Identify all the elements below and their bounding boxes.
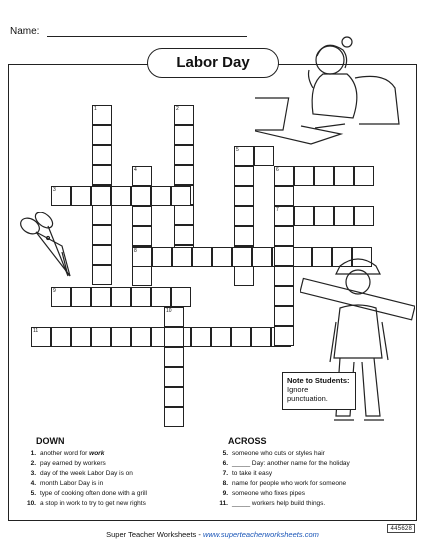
across-clue [214,460,350,467]
across-clue [214,500,325,507]
down-clue [22,470,133,477]
crossword-cell[interactable] [174,225,194,245]
footer-url-link[interactable]: www.superteacherworksheets.com [202,530,319,539]
footer [0,530,425,539]
crossword-cell[interactable] [131,327,151,347]
crossword-cell[interactable] [132,166,152,186]
crossword-cell[interactable] [92,265,112,285]
crossword-cell[interactable] [234,266,254,286]
down-heading: DOWN [36,436,65,446]
clue-number: 7 [276,207,279,213]
crossword-cell[interactable] [92,165,112,185]
crossword-cell[interactable] [314,166,334,186]
crossword-cell[interactable] [174,145,194,165]
clue-text: day of the week Labor Day is on [40,470,133,477]
crossword-cell[interactable] [92,225,112,245]
across-clue [214,480,346,487]
clue-number: 9 [53,288,56,294]
crossword-cell[interactable] [174,125,194,145]
note-to-students [282,372,356,410]
crossword-cell[interactable] [71,287,91,307]
clue-number: 3 [53,187,56,193]
down-clue [22,480,103,487]
crossword-cell[interactable] [172,247,192,267]
crossword-cell[interactable] [51,287,71,307]
clue-text: a stop in work to try to get new rights [40,500,146,507]
crossword-cell[interactable] [274,266,294,286]
across-heading: ACROSS [228,436,267,446]
clue-number: 2 [176,106,179,112]
crossword-cell[interactable] [164,407,184,427]
crossword-cell[interactable] [252,247,272,267]
crossword-cell[interactable] [274,306,294,326]
crossword-cell[interactable] [274,206,294,226]
clue-text: another word for [40,450,90,457]
clue-index: 10. [26,500,36,507]
crossword-cell[interactable] [92,205,112,225]
clue-text: name for people who work for someone [232,480,347,487]
crossword-cell[interactable] [174,205,194,225]
footer-prefix: Super Teacher Worksheets - [106,530,203,539]
clue-text: _____ workers help build things. [232,500,326,507]
down-clue [22,500,146,507]
crossword-cell[interactable] [251,327,271,347]
clue-emphasis: work [89,450,105,457]
clue-number: 1 [94,106,97,112]
crossword-cell[interactable] [294,166,314,186]
crossword-cell[interactable] [174,165,194,185]
crossword-cell[interactable] [51,186,71,206]
clue-index: 2. [30,460,36,467]
crossword-cell[interactable] [151,186,171,206]
across-clue [214,490,305,497]
crossword-cell[interactable] [92,245,112,265]
clue-index: 5. [222,450,228,457]
crossword-cell[interactable] [71,186,91,206]
crossword-cell[interactable] [31,327,51,347]
crossword-cell[interactable] [234,146,254,166]
crossword-cell[interactable] [274,286,294,306]
crossword-cell[interactable] [274,166,294,186]
crossword-cell[interactable] [164,347,184,367]
crossword-cell[interactable] [151,287,171,307]
crossword-cell[interactable] [111,186,131,206]
crossword-cell[interactable] [132,206,152,226]
crossword-cell[interactable] [92,125,112,145]
across-clue [214,450,325,457]
crossword-cell[interactable] [314,206,334,226]
crossword-cell[interactable] [354,166,374,186]
crossword-cell[interactable] [192,247,212,267]
clue-index: 6. [222,460,228,467]
clue-index: 9. [222,490,228,497]
crossword-cell[interactable] [171,287,191,307]
crossword-cell[interactable] [234,206,254,226]
clue-text: pay earned by workers [40,460,106,467]
clue-index: 8. [222,480,228,487]
clue-number: 10 [166,308,172,314]
crossword-cell[interactable] [334,166,354,186]
crossword-cell[interactable] [231,327,251,347]
crossword-cell[interactable] [274,326,294,346]
crossword-cell[interactable] [111,327,131,347]
clue-number: 8 [134,248,137,254]
clue-text: to take it easy [232,470,273,477]
crossword-cell[interactable] [92,145,112,165]
crossword-cell[interactable] [91,287,111,307]
crossword-cell[interactable] [234,166,254,186]
clue-index: 5. [30,490,36,497]
crossword-cell[interactable] [71,327,91,347]
crossword-cell[interactable] [212,247,232,267]
clue-number: 6 [276,167,279,173]
crossword-cell[interactable] [132,226,152,246]
crossword-cell[interactable] [92,105,112,125]
down-clue [22,450,104,457]
crossword-cell[interactable] [132,266,152,286]
crossword-cell[interactable] [132,247,152,267]
crossword-cell[interactable] [174,105,194,125]
clue-number: 5 [236,147,239,153]
clue-index: 7. [222,470,228,477]
note-heading: Note to Students: [287,376,350,385]
clue-text: someone who cuts or styles hair [232,450,325,457]
clue-index: 3. [30,470,36,477]
down-clue [22,460,106,467]
crossword-cell[interactable] [234,186,254,206]
name-label: Name: [10,26,40,37]
crossword-cell[interactable] [91,186,111,206]
crossword-cell[interactable] [234,226,254,246]
clue-index: 11. [219,500,228,507]
crossword-cell[interactable] [164,307,184,327]
crossword-cell[interactable] [334,206,354,226]
clue-text: month Labor Day is in [40,480,104,487]
crossword-cell[interactable] [164,367,184,387]
note-body: Ignore punctuation. [287,385,328,403]
crossword-cell[interactable] [51,327,71,347]
clue-number: 4 [134,167,137,173]
crossword-cell[interactable] [131,287,151,307]
crossword-cell[interactable] [152,247,172,267]
crossword-cell[interactable] [91,327,111,347]
crossword-cell[interactable] [164,387,184,407]
page-title: Labor Day [147,48,279,78]
name-field-line[interactable] [47,36,247,37]
clue-text: someone who fixes pipes [232,490,305,497]
crossword-cell[interactable] [211,327,231,347]
across-clue [214,470,272,477]
crossword-cell[interactable] [131,186,151,206]
crossword-cell[interactable] [294,206,314,226]
clue-number: 11 [33,328,39,334]
crossword-cell[interactable] [232,247,252,267]
crossword-cell[interactable] [171,186,191,206]
crossword-cell[interactable] [191,327,211,347]
clue-index: 1. [30,450,36,457]
scissors-illustration [18,212,78,282]
down-clue [22,490,147,497]
clue-index: 4. [30,480,36,487]
crossword-cell[interactable] [354,206,374,226]
crossword-cell[interactable] [274,246,294,266]
crossword-cell[interactable] [274,226,294,246]
crossword-cell[interactable] [111,287,131,307]
crossword-cell[interactable] [274,186,294,206]
woman-laptop-illustration [255,28,415,158]
worksheet-code: 445628 [387,524,415,533]
clue-text: type of cooking often done with a grill [40,490,147,497]
crossword-cell[interactable] [164,327,184,347]
clue-text: _____ Day: another name for the holiday [232,460,350,467]
